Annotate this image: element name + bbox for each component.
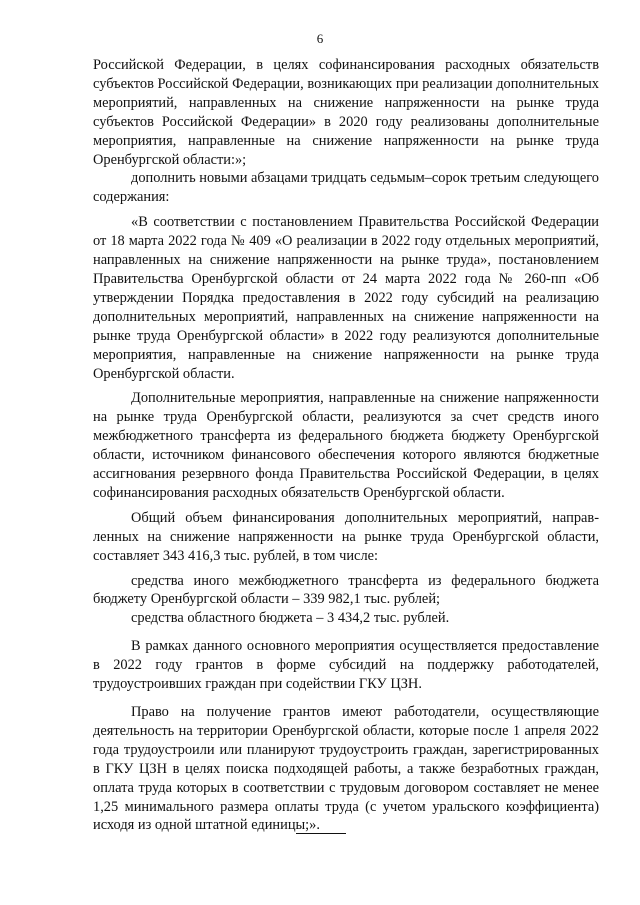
paragraph-funding-source: Дополнительные мероприятия, направленные на снижение напряженности на рынке труда Оренбургской области, реализуются за счет средств иного межбюджетного трансферта из федерального бюджета бюджету Оренбургской области, источником финансового обеспечения которого являются бюджетные ассигнования резервного фонда Правительства Российской Федерации, в целях софинансирования расходных обязательств Оренбургской области. [93, 390, 599, 501]
paragraph-federal-funds: средства иного межбюджетного трансферта из федерального бюджета бюджету Оренбургской области – 339 982,1 тыс. рублей; [93, 572, 599, 608]
page-number: 6 [316, 31, 324, 46]
paragraph-continuation: Российской Федерации, в целях софинансирования расходных обязательств субъектов Российской Федерации, возникающих при реализации дополнительных мероприятий, направленных на снижение напряженности на рынке труда субъектов Российской Федерации» в 2020 году реализованы дополнительные мероприятия, направленные на снижение напряженности на рынке труда Оренбургской области:»; [93, 57, 599, 168]
paragraph-grants: В рамках данного основного мероприятия осуществляется предоставление в 2022 году грантов в форме субсидий на поддержку работодателей, трудоустроивших граждан при содействии ГКУ ЦЗН. [93, 638, 599, 693]
document-body [93, 56, 599, 835]
paragraph-total-funding: Общий объем финансирования дополнительных мероприятий, направленных на снижение напряженности на рынке труда Оренбургской области, составляет 343 416,3 тыс. рублей, в том числе: [93, 509, 599, 564]
paragraph-legal-basis: «В соответствии с постановлением Правительства Российской Федерации от 18 марта 2022 года № 409 «О реализации в 2022 году отдельных мероприятий, направленных на снижение напряженности на рынке труда», постановлением Правительства Оренбургской области от 24 марта 2022 года № 260-пп «Об утверждении Порядка предоставления в 2022 году субсидий на реализацию дополнительных мероприятий, направленных на снижение напряженности на рынке труда Оренбургской области» в 2022 году реализуются дополнительные мероприятия, направленные на снижение напряженности на рынке труда Оренбургской области. [93, 214, 599, 382]
paragraph-amendment-intro: дополнить новыми абзацами тридцать седьмым–сорок третьим следующего содержания: [93, 170, 599, 206]
paragraph-grant-eligibility: Право на получение грантов имеют работодатели, осуществляющие деятельность на территории Оренбургской области, которые после 1 апреля 2022 года трудоустроили или планируют трудоустроить граждан, зарегистрированных в ГКУ ЦЗН в целях поиска подходящей работы, а также безработных граждан, оплата труда которых в соответствии с трудовым договором составляет не менее 1,25 минимального размера оплаты труда (с учетом уральского коэффициента) исходя из одной штатной единицы;». [93, 704, 599, 834]
paragraph-regional-funds: средства областного бюджета – 3 434,2 тыс. рублей. [131, 610, 450, 627]
end-divider-line [296, 833, 346, 834]
